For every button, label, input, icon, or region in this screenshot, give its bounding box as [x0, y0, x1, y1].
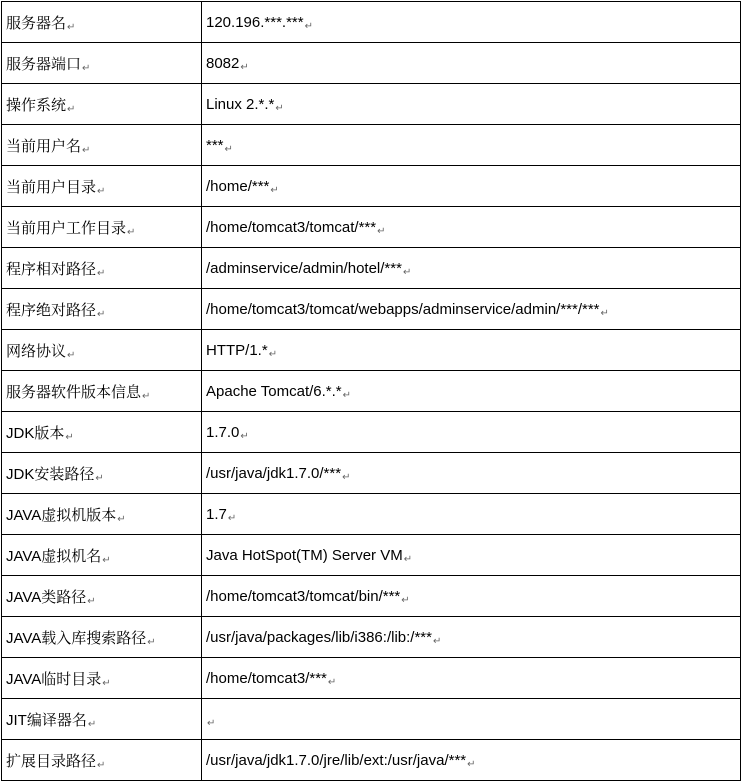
paragraph-mark-icon: ↵: [97, 759, 106, 771]
row-value: /usr/java/jdk1.7.0/***: [206, 464, 342, 482]
table-row: [2, 535, 741, 576]
row-label: 服务器端口: [6, 55, 82, 73]
row-value: 1.7.0: [206, 423, 240, 441]
table-row: [2, 43, 741, 84]
row-value-cell: [202, 494, 741, 535]
row-value-cell: [202, 699, 741, 740]
paragraph-mark-icon: ↵: [67, 103, 76, 115]
row-value: /usr/java/packages/lib/i386:/lib:/***: [206, 628, 432, 646]
row-value: /home/tomcat3/***: [206, 669, 327, 687]
table-row: [2, 84, 741, 125]
row-label-cell: [2, 740, 202, 781]
paragraph-mark-icon: ↵: [402, 266, 412, 278]
row-label-cell: [2, 699, 202, 740]
paragraph-mark-icon: ↵: [95, 472, 104, 484]
paragraph-mark-icon: ↵: [102, 677, 111, 689]
paragraph-mark-icon: ↵: [227, 512, 237, 524]
row-label: JAVA载入库搜索路径: [6, 629, 147, 647]
paragraph-mark-icon: ↵: [97, 308, 106, 320]
row-label: 程序相对路径: [6, 260, 97, 278]
row-value-cell: [202, 43, 741, 84]
paragraph-mark-icon: ↵: [432, 635, 442, 647]
row-value-cell: [202, 2, 741, 43]
paragraph-mark-icon: ↵: [275, 102, 284, 114]
row-label-cell: [2, 658, 202, 699]
row-value: /home/tomcat3/tomcat/webapps/adminservice/admin/***/***: [206, 300, 600, 318]
row-value: Linux 2.*.*: [206, 95, 275, 113]
row-value: /adminservice/admin/hotel/***: [206, 259, 402, 277]
table-row: [2, 453, 741, 494]
row-value-cell: [202, 658, 741, 699]
paragraph-mark-icon: ↵: [67, 21, 76, 33]
row-label-cell: [2, 2, 202, 43]
paragraph-mark-icon: ↵: [304, 20, 313, 32]
row-value: /home/tomcat3/tomcat/bin/***: [206, 587, 401, 605]
server-info-table-body: [2, 2, 741, 781]
row-label: 服务器软件版本信息: [6, 383, 142, 401]
row-label-cell: [2, 166, 202, 207]
row-label: 扩展目录路径: [6, 752, 97, 770]
row-label-cell: [2, 43, 202, 84]
row-label-cell: [2, 412, 202, 453]
row-value-cell: [202, 166, 741, 207]
table-row: [2, 248, 741, 289]
row-label-cell: [2, 617, 202, 658]
paragraph-mark-icon: ↵: [142, 390, 151, 402]
row-label: JDK版本: [6, 424, 65, 442]
row-label-cell: [2, 535, 202, 576]
row-value-cell: [202, 289, 741, 330]
row-value-cell: [202, 330, 741, 371]
row-label: JAVA虚拟机名: [6, 547, 102, 565]
row-value-cell: [202, 453, 741, 494]
table-row: [2, 207, 741, 248]
row-label: JAVA类路径: [6, 588, 87, 606]
row-label-cell: [2, 248, 202, 289]
row-value: ***: [206, 136, 224, 154]
row-label: 当前用户工作目录: [6, 219, 127, 237]
row-value: HTTP/1.*: [206, 341, 268, 359]
paragraph-mark-icon: ↵: [82, 62, 91, 74]
paragraph-mark-icon: ↵: [342, 471, 351, 483]
row-value: Java HotSpot(TM) Server VM: [206, 546, 403, 564]
paragraph-mark-icon: ↵: [327, 676, 337, 688]
row-label: 网络协议: [6, 342, 67, 360]
row-value-cell: [202, 125, 741, 166]
paragraph-mark-icon: ↵: [65, 431, 74, 443]
paragraph-mark-icon: ↵: [117, 513, 126, 525]
row-value-cell: [202, 740, 741, 781]
paragraph-mark-icon: ↵: [403, 553, 413, 565]
paragraph-mark-icon: ↵: [207, 717, 216, 729]
paragraph-mark-icon: ↵: [342, 389, 352, 401]
row-value-cell: [202, 535, 741, 576]
table-row: [2, 658, 741, 699]
row-value-cell: [202, 207, 741, 248]
row-value: 120.196.***.***: [206, 13, 304, 31]
paragraph-mark-icon: ↵: [467, 758, 476, 770]
paragraph-mark-icon: ↵: [268, 348, 278, 360]
row-label-cell: [2, 207, 202, 248]
paragraph-mark-icon: ↵: [87, 718, 97, 730]
paragraph-mark-icon: ↵: [401, 594, 410, 606]
row-label-cell: [2, 576, 202, 617]
row-value-cell: [202, 617, 741, 658]
row-label-cell: [2, 289, 202, 330]
paragraph-mark-icon: ↵: [377, 225, 386, 237]
row-value: /home/tomcat3/tomcat/***: [206, 218, 377, 236]
table-row: [2, 330, 741, 371]
table-row: [2, 2, 741, 43]
row-value: 1.7: [206, 505, 227, 523]
paragraph-mark-icon: ↵: [240, 430, 249, 442]
table-row: [2, 125, 741, 166]
paragraph-mark-icon: ↵: [240, 61, 249, 73]
table-row: [2, 494, 741, 535]
row-value-cell: [202, 84, 741, 125]
paragraph-mark-icon: ↵: [82, 144, 91, 156]
paragraph-mark-icon: ↵: [600, 307, 609, 319]
table-row: [2, 166, 741, 207]
table-row: [2, 699, 741, 740]
row-value: Apache Tomcat/6.*.*: [206, 382, 342, 400]
table-row: [2, 617, 741, 658]
row-label: JAVA临时目录: [6, 670, 102, 688]
row-label: 程序绝对路径: [6, 301, 97, 319]
paragraph-mark-icon: ↵: [67, 349, 76, 361]
row-label-cell: [2, 371, 202, 412]
row-label: 服务器名: [6, 14, 67, 32]
paragraph-mark-icon: ↵: [147, 636, 156, 648]
row-label-cell: [2, 453, 202, 494]
row-label-cell: [2, 330, 202, 371]
table-row: [2, 289, 741, 330]
row-value: /home/***: [206, 177, 270, 195]
paragraph-mark-icon: ↵: [270, 184, 279, 196]
paragraph-mark-icon: ↵: [102, 554, 111, 566]
paragraph-mark-icon: ↵: [97, 185, 106, 197]
row-label: JAVA虚拟机版本: [6, 506, 117, 524]
row-label: JIT编译器名: [6, 711, 87, 729]
row-label: 当前用户名: [6, 137, 82, 155]
table-row: [2, 412, 741, 453]
table-row: [2, 576, 741, 617]
row-label-cell: [2, 84, 202, 125]
row-value: 8082: [206, 54, 240, 72]
row-value-cell: [202, 371, 741, 412]
row-label: JDK安装路径: [6, 465, 95, 483]
row-label-cell: [2, 125, 202, 166]
paragraph-mark-icon: ↵: [97, 267, 106, 279]
row-value-cell: [202, 248, 741, 289]
row-value: /usr/java/jdk1.7.0/jre/lib/ext:/usr/java/***: [206, 751, 467, 769]
paragraph-mark-icon: ↵: [224, 143, 233, 155]
paragraph-mark-icon: ↵: [127, 226, 136, 238]
row-label: 操作系统: [6, 96, 67, 114]
row-value-cell: [202, 576, 741, 617]
row-label: 当前用户目录: [6, 178, 97, 196]
table-row: [2, 740, 741, 781]
server-info-table: [1, 1, 741, 781]
row-label-cell: [2, 494, 202, 535]
row-value-cell: [202, 412, 741, 453]
table-row: [2, 371, 741, 412]
paragraph-mark-icon: ↵: [87, 595, 96, 607]
